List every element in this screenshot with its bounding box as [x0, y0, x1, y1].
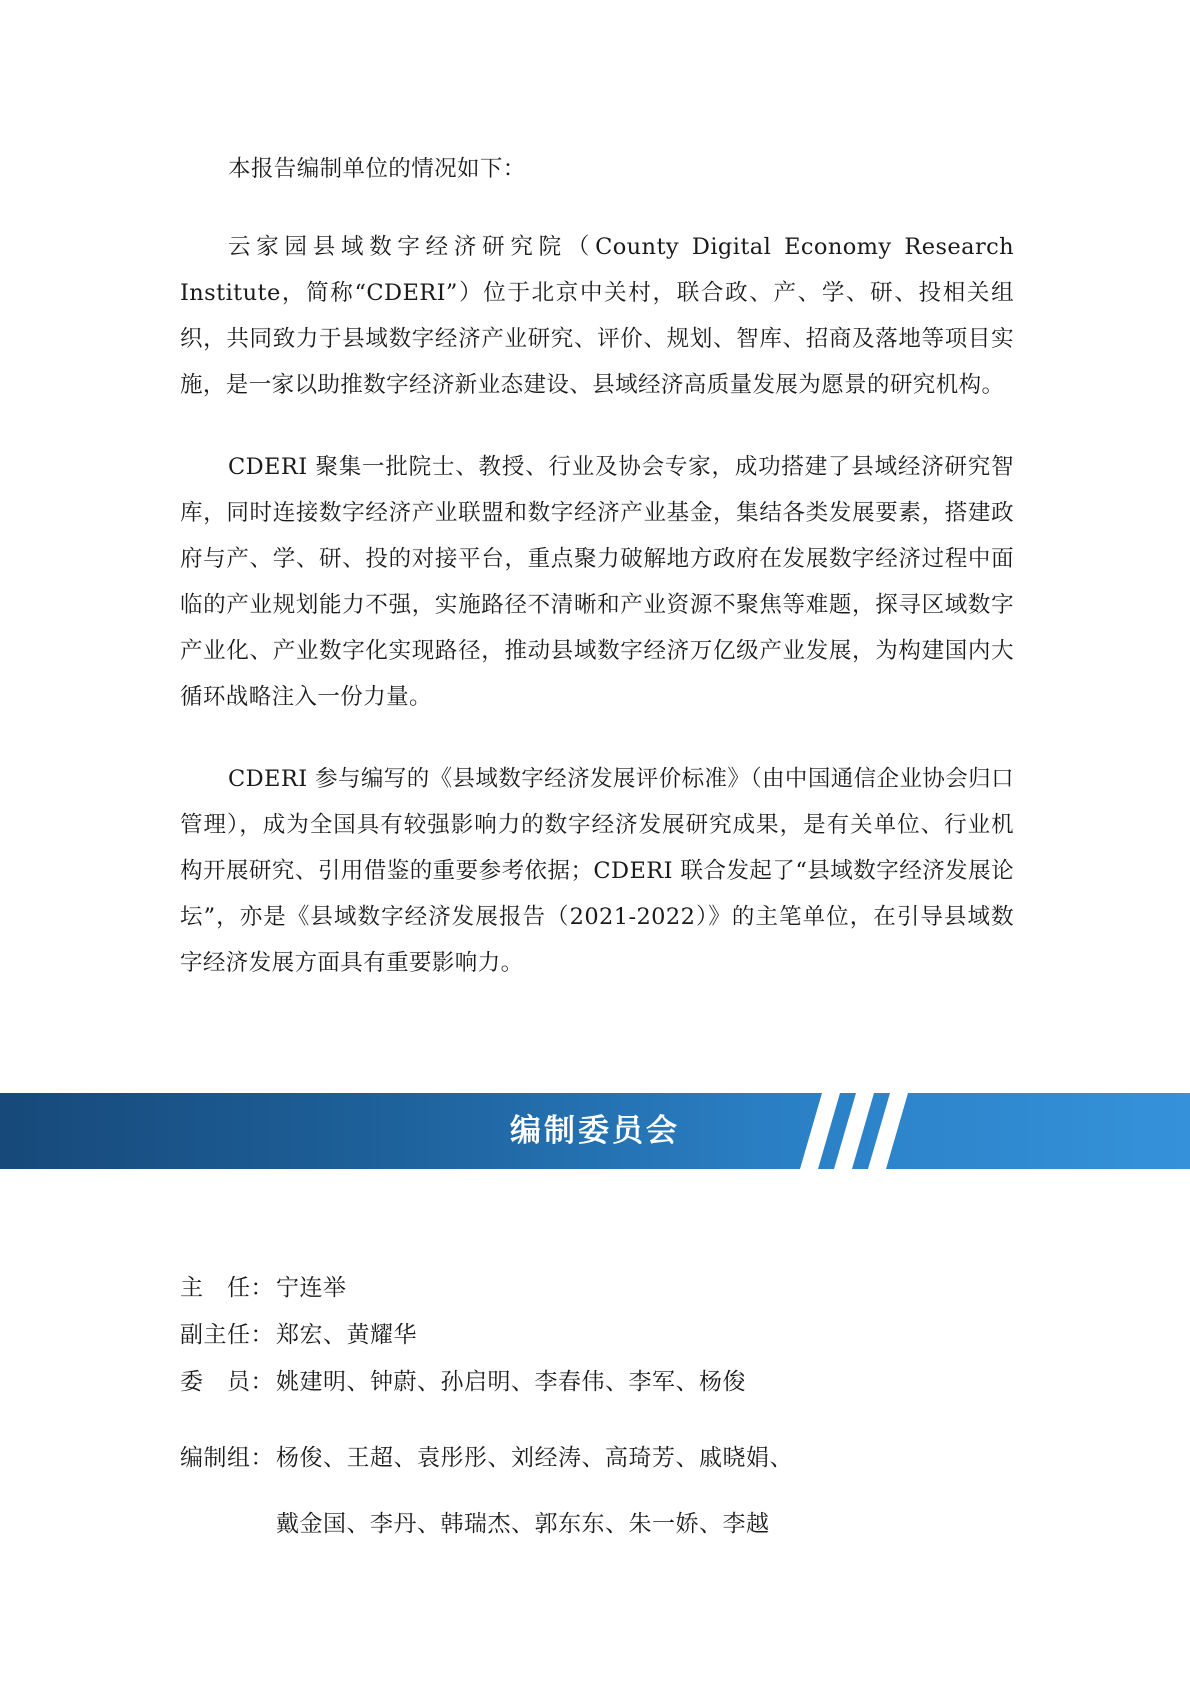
committee-row-members	[180, 1362, 746, 1402]
committee-row-editors	[180, 1438, 793, 1478]
members-label: 委 员：	[180, 1369, 274, 1395]
section-banner	[0, 1093, 1190, 1169]
editors-value-line2: 戴金国、李丹、韩瑞杰、郭东东、朱一娇、李越	[276, 1511, 770, 1537]
paragraph-1-text: 云家园县域数字经济研究院（County Digital Economy Research Institute，简称“CDERI”）位于北京中关村，联合政、产、学、研、投相关组织，共同致力于县域数字经济产业研究、评价、规划、智库、招商及落地等项目实施，是一家以助推数字经济新业态建设、县域经济高质量发展为愿景的研究机构。	[180, 234, 1014, 398]
committee-row-editors-cont	[276, 1504, 770, 1544]
intro-line	[180, 146, 1014, 192]
paragraph-1	[180, 224, 1014, 408]
banner-title: 编制委员会	[510, 1113, 680, 1149]
committee-row-director	[180, 1268, 347, 1308]
editors-label: 编制组：	[180, 1445, 274, 1471]
paragraph-3	[180, 756, 1014, 986]
intro-text: 本报告编制单位的情况如下：	[228, 156, 526, 182]
committee-row-deputy	[180, 1315, 417, 1355]
director-label: 主 任：	[180, 1275, 274, 1301]
editors-value-line1: 杨俊、王超、袁彤彤、刘经涛、高琦芳、戚晓娟、	[276, 1445, 793, 1471]
paragraph-2-text: CDERI 聚集一批院士、教授、行业及协会专家，成功搭建了县域经济研究智库，同时连接数字经济产业联盟和数字经济产业基金，集结各类发展要素，搭建政府与产、学、研、投的对接平台，重点聚力破解地方政府在发展数字经济过程中面临的产业规划能力不强，实施路径不清晰和产业资源不聚焦等难题，探寻区域数字产业化、产业数字化实现路径，推动县域数字经济万亿级产业发展，为构建国内大循环战略注入一份力量。	[180, 454, 1014, 710]
deputy-label: 副主任：	[180, 1322, 274, 1348]
paragraph-2	[180, 444, 1014, 720]
deputy-value: 郑宏、黄耀华	[276, 1322, 417, 1348]
members-value: 姚建明、钟蔚、孙启明、李春伟、李军、杨俊	[276, 1369, 746, 1395]
paragraph-3-text: CDERI 参与编写的《县域数字经济发展评价标准》（由中国通信企业协会归口管理），成为全国具有较强影响力的数字经济发展研究成果，是有关单位、行业机构开展研究、引用借鉴的重要参考依据；CDERI 联合发起了“县域数字经济发展论坛”，亦是《县域数字经济发展报告（2021-2022）》的主笔单位，在引导县域数字经济发展方面具有重要影响力。	[180, 766, 1014, 976]
director-value: 宁连举	[276, 1275, 347, 1301]
